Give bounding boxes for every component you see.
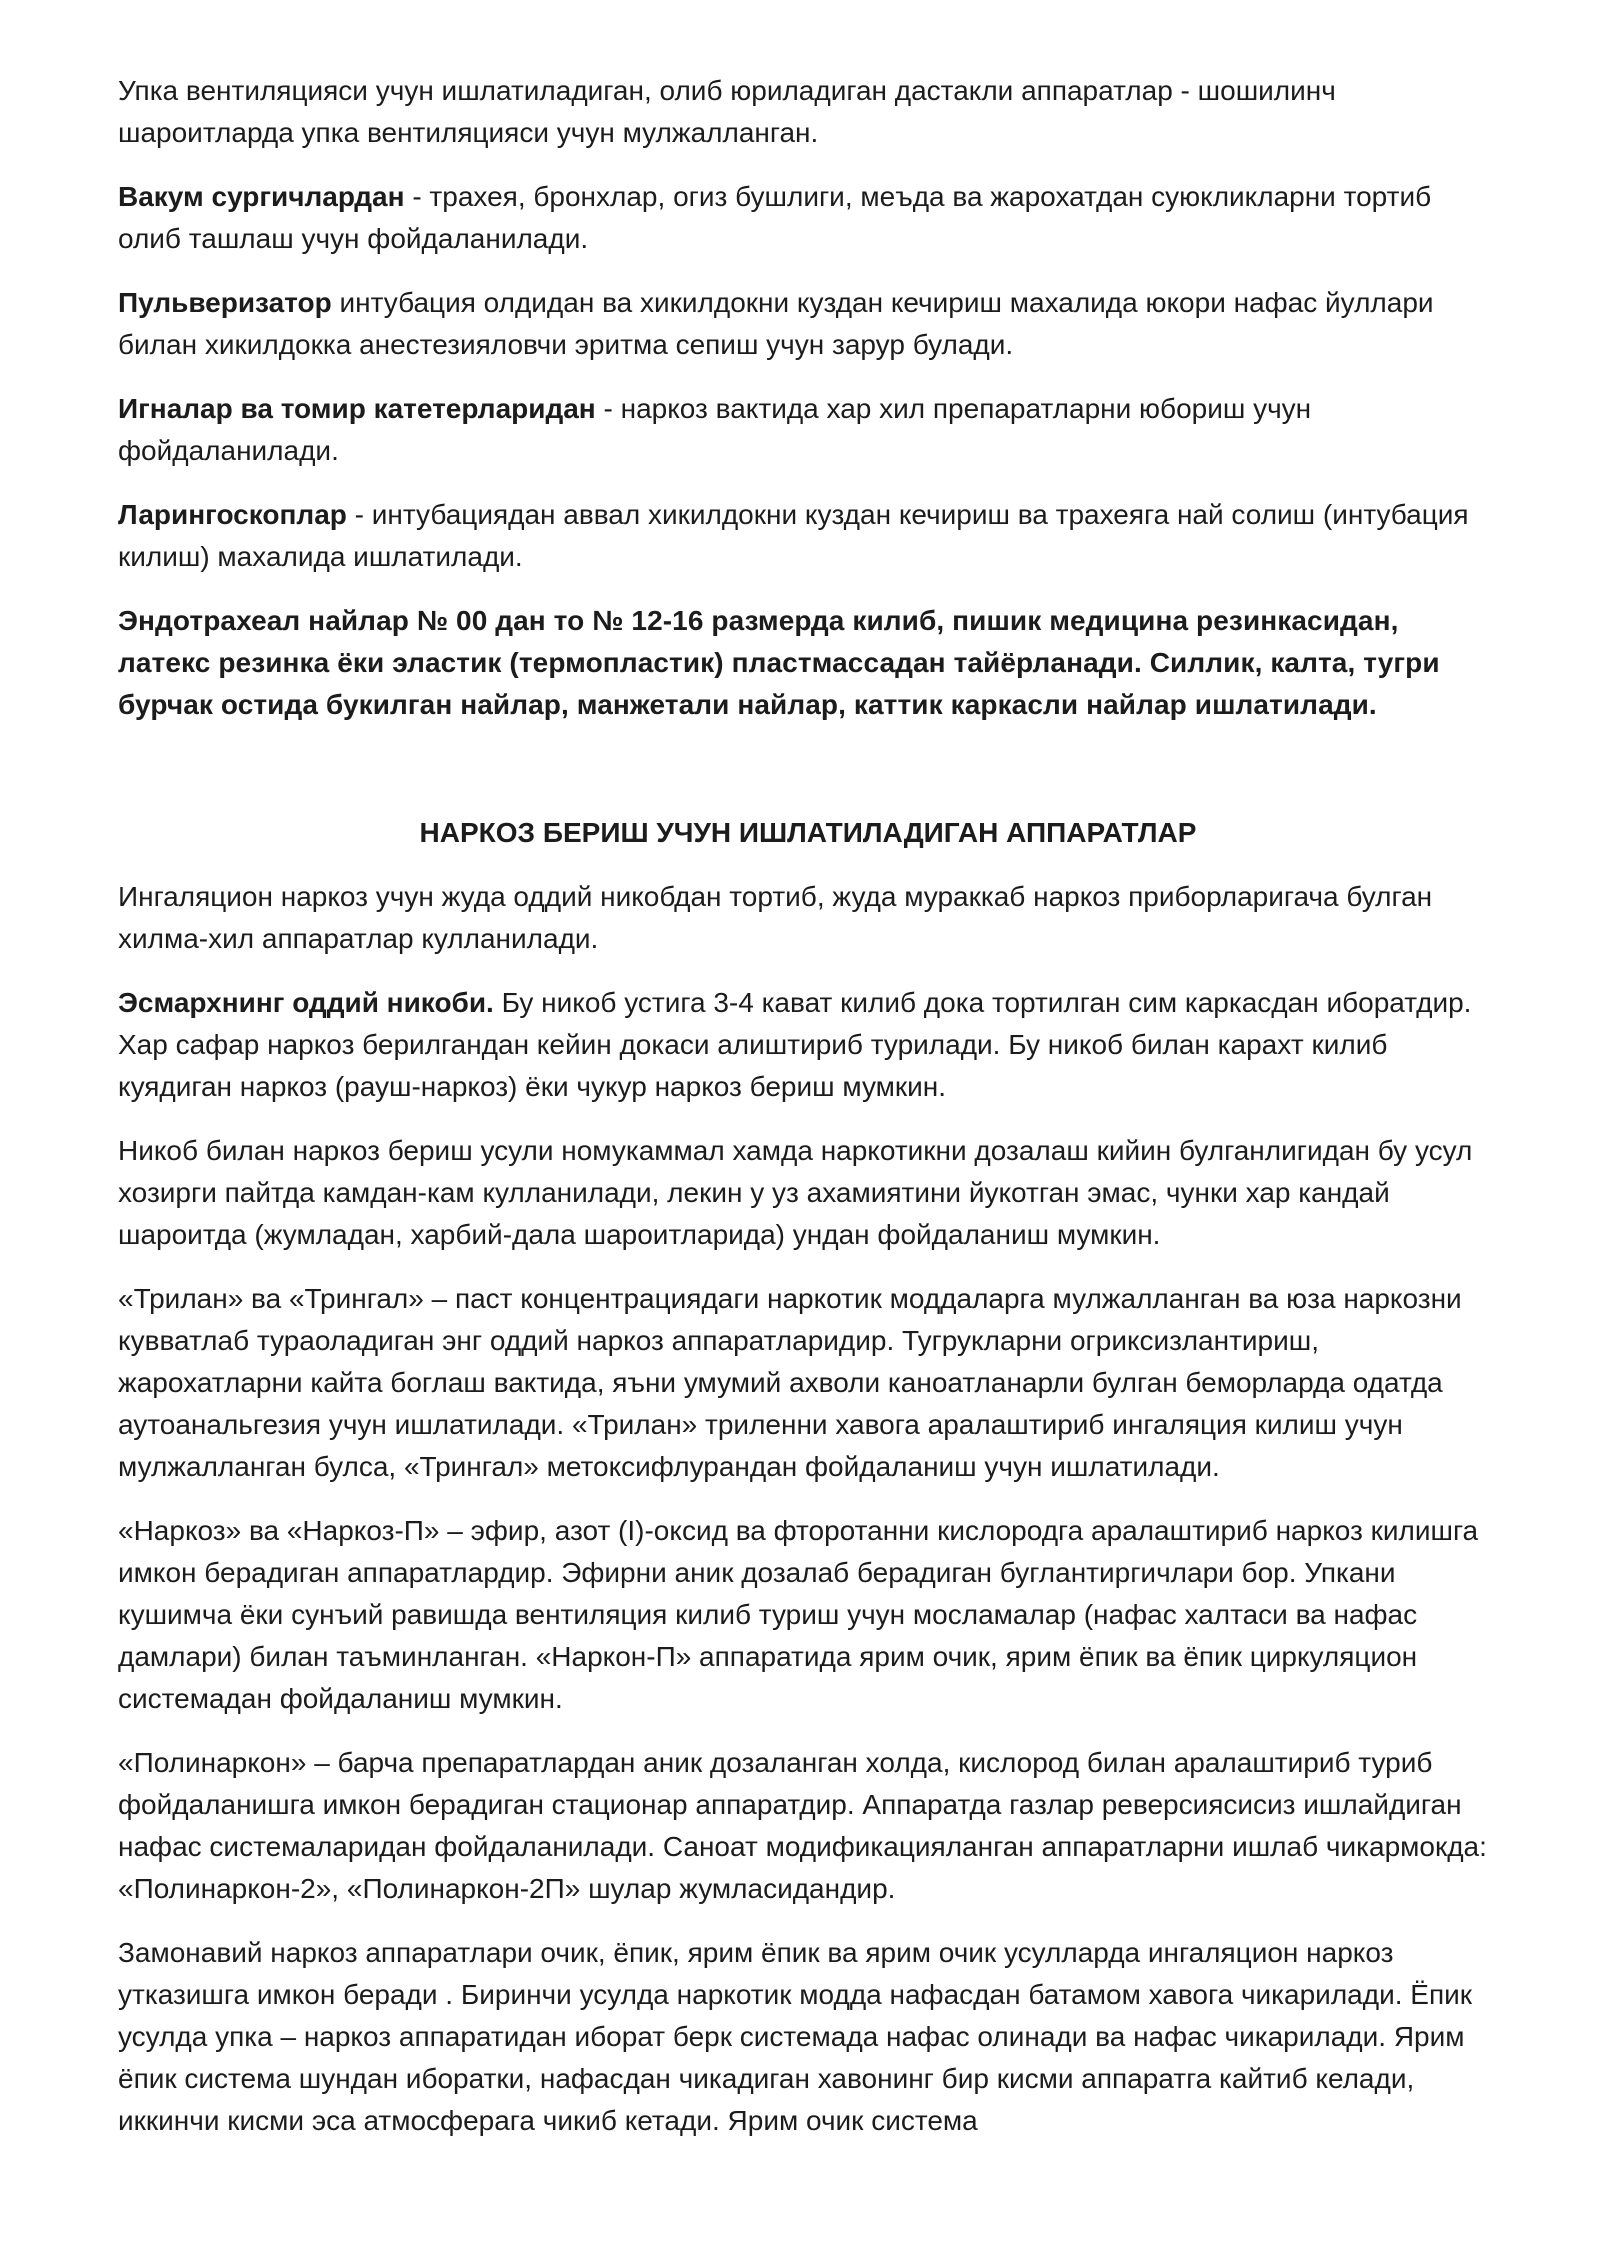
paragraph-laryngoscopes: [118, 494, 1498, 578]
paragraph-mask-method: [118, 1130, 1498, 1256]
paragraph-text: Бу никоб устига 3-4 кават килиб дока тортилган сим каркасдан иборатдир. Хар сафар наркоз берилгандан кейин докаси алиштириб турилади. Бу никоб билан карахт килиб куядиган наркоз (рауш-наркоз) ёки чукур наркоз бериш мумкин.: [118, 987, 1472, 1102]
paragraph-text: «Трилан» ва «Трингал» – паст концентрациядаги наркотик моддаларга мулжалланган ва юза наркозни кувватлаб тураоладиган энг оддий наркоз аппаратларидир. Тугрукларни огриксизлантириш, жарохатларни кайта боглаш вактида, яъни умумий ахволи каноатланарли булган беморларда одатда аутоанальгезия учун ишлатилади. «Трилан» триленни хавога аралаштириб ингаляция килиш учун мулжалланган булса, «Трингал» метоксифлурандан фойдаланиш учун ишлатилади.: [118, 1283, 1462, 1482]
paragraph-lead: Вакум сургичлардан: [118, 181, 413, 212]
paragraph-trilan-tringal: [118, 1278, 1498, 1488]
paragraph-text: Ингаляцион наркоз учун жуда оддий никобдан тортиб, жуда мураккаб наркоз приборларигача булган хилма-хил аппаратлар кулланилади.: [118, 881, 1433, 954]
paragraph-lead: Эсмархнинг оддий никоби.: [118, 987, 494, 1018]
paragraph-lead: Игналар ва томир катетерларидан: [118, 393, 604, 424]
paragraph-needles-catheters: [118, 388, 1498, 472]
paragraph-text: - интубациядан аввал хикилдокни куздан кечириш ва трахеяга най солиш (интубация килиш) махалида ишлатилади.: [118, 499, 1469, 572]
paragraph-vacuum-suction: [118, 176, 1498, 260]
paragraph-lead: Пульверизатор: [118, 287, 340, 318]
paragraph-polinarkon: [118, 1742, 1498, 1910]
paragraph-text: Замонавий наркоз аппаратлари очик, ёпик, ярим ёпик ва ярим очик усулларда ингаляцион наркоз утказишга имкон беради . Биринчи усулда наркотик модда нафасдан батамом хавога чикарилади. Ёпик усулда упка – наркоз аппаратидан иборат берк системада нафас олинади ва нафас чикарилади. Ярим ёпик система шундан иборатки, нафасдан чикадиган хавонинг бир кисми аппаратга кайтиб келади, иккинчи кисми эса атмосферага чикиб кетади. Ярим очик система: [118, 1937, 1473, 2136]
paragraph-text: «Наркоз» ва «Наркоз-П» – эфир, азот (I)-оксид ва фторотанни кислородга аралаштириб наркоз килишга имкон берадиган аппаратлардир. Эфирни аник дозалаб берадиган буглантиргичлари бор. Упкани кушимча ёки сунъий равишда вентиляция килиб туриш учун мосламалар (нафас халтаси ва нафас дамлари) билан таъминланган. «Наркон-П» аппаратида ярим очик, ярим ёпик ва ёпик циркуляцион системадан фойдаланиш мумкин.: [118, 1515, 1479, 1714]
paragraph-text: интубация олдидан ва хикилдокни куздан кечириш махалида юкори нафас йуллари билан хикилдокка анестезияловчи эритма сепиш учун зарур булади.: [118, 287, 1434, 360]
paragraph-text: Никоб билан наркоз бериш усули номукаммал хамда наркотикни дозалаш кийин булганлигидан бу усул хозирги пайтда камдан-кам кулланилади, лекин у уз ахамиятини йукотган эмас, чунки хар кандай шароитда (жумладан, харбий-дала шароитларида) ундан фойдаланиш мумкин.: [118, 1135, 1473, 1250]
paragraph-inhalation-intro: [118, 876, 1498, 960]
paragraph-lead: Ларингоскоплар: [118, 499, 347, 530]
paragraph-pulverizer: [118, 282, 1498, 366]
paragraph-narkoz-p: [118, 1510, 1498, 1720]
paragraph-text: «Полинаркон» – барча препаратлардан аник дозаланган холда, кислород билан аралаштириб туриб фойдаланишга имкон берадиган стационар аппаратдир. Аппаратда газлар реверсиясисиз ишлайдиган нафас системаларидан фойдаланилади. Саноат модификацияланган аппаратларни ишлаб чикармокда: «Полинаркон-2», «Полинаркон-2П» шулар жумласидандир.: [118, 1747, 1487, 1904]
paragraph-ventilation-devices: [118, 70, 1498, 154]
paragraph-esmarch-mask: [118, 982, 1498, 1108]
paragraph-endotracheal-tubes: Эндотрахеал найлар № 00 дан то № 12-16 размерда килиб, пишик медицина резинкасидан, латекс резинка ёки эластик (термопластик) пластмассадан тайёрланади. Силлик, калта, тугри бурчак остида букилган найлар, манжетали найлар, каттик каркасли найлар ишлатилади.: [118, 605, 1440, 720]
paragraph-modern-apparatus: [118, 1932, 1498, 2142]
paragraph-text: - наркоз вактида хар хил препаратларни юбориш учун фойдаланилади.: [118, 393, 1312, 466]
section-heading: НАРКОЗ БЕРИШ УЧУН ИШЛАТИЛАДИГАН АППАРАТЛАР: [419, 817, 1197, 848]
document-page: [118, 70, 1498, 2164]
paragraph-text: - трахея, бронхлар, огиз бушлиги, меъда ва жарохатдан суюкликларни тортиб олиб ташлаш учун фойдаланилади.: [118, 181, 1432, 254]
paragraph-text: Упка вентиляцияси учун ишлатиладиган, олиб юриладиган дастакли аппаратлар - шошилинч шароитларда упка вентиляцияси учун мулжалланган.: [118, 75, 1336, 148]
